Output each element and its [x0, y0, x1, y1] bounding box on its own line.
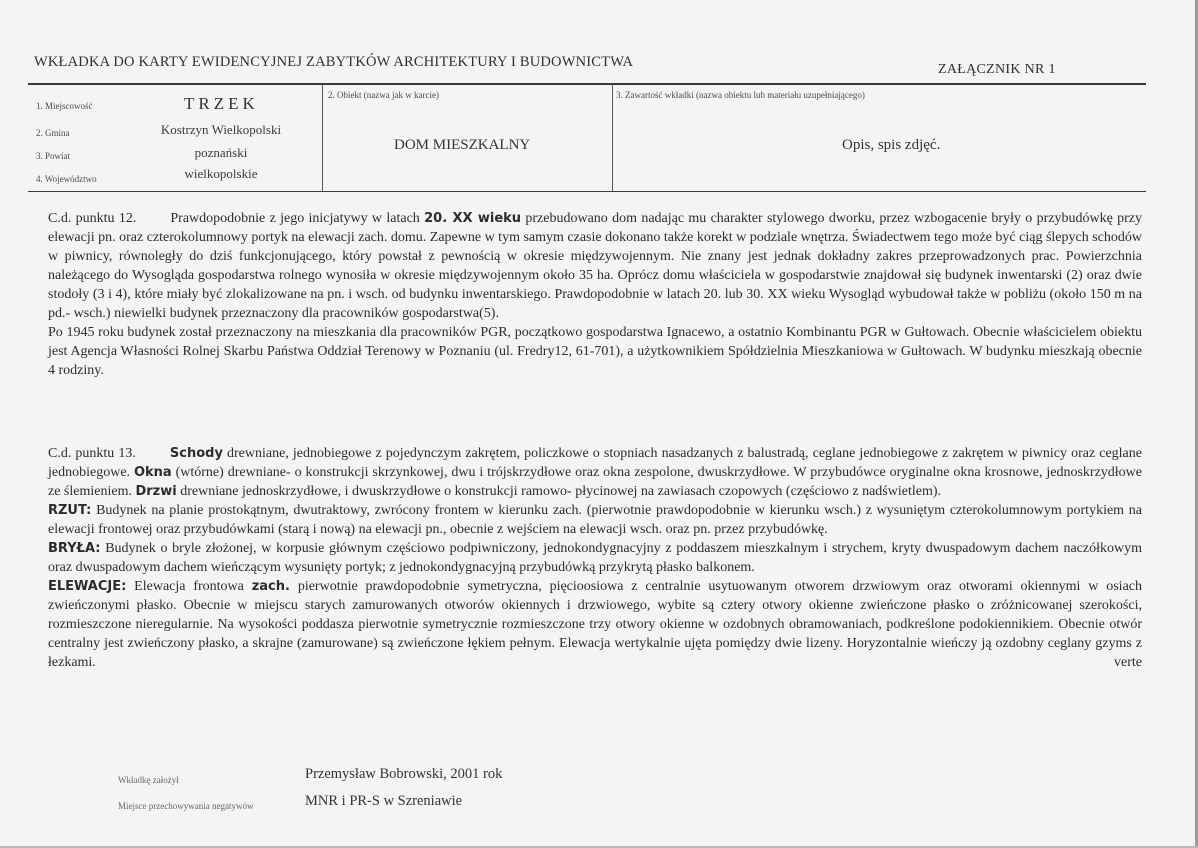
storage-value: MNR i PR-S w Szreniawie	[305, 793, 463, 809]
voivodeship-label: 4. Województwo	[36, 174, 97, 184]
heading-schody: Schody	[169, 446, 223, 461]
object-value: DOM MIESZKALNY	[394, 137, 531, 153]
table-bottom-rule	[28, 191, 1146, 192]
section-12-text-2: przebudowano dom nadając mu charakter stylowego dworku, przez wzbogacenie bryły o przybudówkę przy elewacji pn. oraz czterokolumnowy portyk na elewacji zach. domu. Zapewne w tym samym czasie dokonano także korekt w podziale wnętrza. Świadectwem tego może być ciąg ślepych schodów w piwnicy, równoległy do dziś funkcjonującego, który powstał z pewnością w okresie międzywojennym. Nie znany jest jednak dokładny zakres przeprowadzonych prac. Powierzchnia należącego do Wysogląda gospodarstwa rolnego wynosiła w okresie międzywojennym około 35 ha. Oprócz domu właściciela w gospodarstwie znajdował się budynek inwentarski (2) oraz dwie stodoły (3 i 4), które miały być zlokalizowane na pn. i wsch. od budynku inwentarskiego. Prawdopodobnie w latach 20. lub 30. XX wieku Wysogląd wybudował także w pobliżu (około 150 m na pd.- wsch.) niewielki budynek przeznaczony dla pracowników gospodarstwa(5).	[48, 211, 1143, 321]
text-schody: drewniane, jednobiegowe z pojedynczym zakrętem, policzkowe o stopniach nasadzanych z balustradą, ceglane jednobiegowe z zakrętem w piwnicy oraz ceglane jednobiegowe.	[48, 446, 1142, 480]
section-13-paragraph-elewacje	[48, 577, 1142, 672]
content-label: 3. Zawartość wkładki (nazwa obiektu lub materiału uzupełniającego)	[616, 90, 865, 100]
section-13-text	[48, 444, 1142, 672]
locality-value: TRZEK	[184, 94, 259, 113]
heading-drzwi: Drzwi	[135, 484, 177, 499]
commune-value: Kostrzyn Wielkopolski	[160, 122, 282, 137]
heading-okna: Okna	[133, 465, 172, 480]
section-12-text	[48, 209, 1142, 380]
section-12-paragraph-1	[48, 209, 1142, 323]
section-13-paragraph-1	[48, 444, 1142, 501]
section-12-bold-date: 20. XX wieku	[424, 211, 522, 226]
heading-bryla: BRYŁA:	[48, 541, 101, 556]
section-13-paragraph-rzut	[48, 501, 1142, 539]
column-divider-2	[612, 85, 613, 191]
heading-rzut: RZUT:	[48, 503, 92, 518]
section-12-paragraph-2: Po 1945 roku budynek został przeznaczony na mieszkania dla pracowników PGR, początkowo gospodarstwa Ignacewo, a ostatnio Kombinantu PGR w Gułtowach. Obecnie właścicielem obiektu jest Agencja Własności Rolnej Skarbu Państwa Oddział Terenowy w Poznaniu (ul. Fredry12, 61-701), a użytkownikiem Spółdzielnia Mieszkaniowa w Gułtowach. W budynku mieszkają obecnie 4 rodziny.	[48, 325, 1142, 378]
annex-number: ZAŁĄCZNIK NR 1	[938, 62, 1056, 77]
text-elewacje-1: Elewacja frontowa	[126, 579, 252, 594]
section-12-lead: C.d. punktu 12.	[48, 211, 137, 226]
county-value: poznański	[194, 145, 248, 160]
locality-label: 1. Miejscowość	[36, 101, 93, 111]
voivodeship-value: wielkopolskie	[184, 166, 258, 181]
document-title: WKŁADKA DO KARTY EWIDENCYJNEJ ZABYTKÓW ARCHITEKTURY I BUDOWNICTWA	[34, 54, 634, 70]
text-rzut: Budynek na planie prostokątnym, dwutraktowy, zwrócony frontem w kierunku zach. (pierwotnie prawdopodobnie w kierunku wsch.) z wysuniętym czterokolumnowym portykiem na elewacji frontowej oraz przybudówkami (starą i nową) na elewacji pn., obecnie z wejściem na elewacji wsch. oraz pn. przez przybudówkę.	[48, 503, 1142, 537]
table-top-rule	[28, 83, 1146, 85]
commune-label: 2. Gmina	[36, 128, 70, 138]
heading-elewacje: ELEWACJE:	[48, 579, 127, 594]
section-12-text-1: Prawdopodobnie z jego inicjatywy w latach	[170, 211, 425, 226]
section-13-lead: C.d. punktu 13.	[48, 446, 136, 461]
text-bryla: Budynek o bryle złożonej, w korpusie głównym częściowo podpiwniczony, jednokondygnacyjny z poddaszem mieszkalnym i strychem, kryty dwuspadowym dachem naczółkowym oraz dwuspadowym dachem wieńczącym wysunięty portyk; z jednokondygnacyjną przybudówką przykrytą płasko balkonem.	[48, 541, 1142, 575]
verte-note: verte	[1114, 655, 1142, 670]
author-label: Wkładkę założył	[118, 775, 179, 785]
text-drzwi: drewniane jednoskrzydłowe, i dwuskrzydłowe o konstrukcji ramowo- płycinowej na zawiasach czopowych (częściowo z nadświetlem).	[176, 484, 942, 499]
text-elewacje-2: pierwotnie prawdopodobnie symetryczna, pięcioosiowa z centralnie usytuowanym otworem drzwiowym oraz otworami okiennymi w osiach zwieńczonymi płasko. Obecnie w miejscu starych zamurowanych otworów okiennych i drzwiowego, wybite są cztery otwory okienne zwieńczone płasko o zróżnicowanej szerokości, rozmieszczone nieregularnie. Na wysokości poddasza pierwotnie symetrycznie rozmieszczone trzy otwory okienne w ozdobnych obramowaniach, podkreślone podokiennikiem. Obecnie otwór centralny jest zwieńczony płasko, a skrajne (zamurowane) są zwieńczone łękiem pełnym. Elewacja wertykalnie ujęta pomiędzy dwie lizeny. Horyzontalnie wieńczy ją ozdobny ceglany gzyms z łezkami.	[48, 579, 1143, 670]
content-value: Opis, spis zdjęć.	[842, 137, 941, 153]
storage-label: Miejsce przechowywania negatywów	[118, 801, 254, 811]
object-label: 2. Obiekt (nazwa jak w karcie)	[328, 90, 439, 100]
column-divider-1	[322, 85, 323, 191]
county-label: 3. Powiat	[36, 151, 71, 161]
text-okna: (wtórne) drewniane- o konstrukcji skrzynkowej, dwu i trójskrzydłowe oraz okna zespolone, dwuskrzydłowe. W przybudówce oryginalne okna krosnowe, jednoskrzydłowe ze ślemieniem.	[48, 465, 1143, 499]
author-value: Przemysław Bobrowski, 2001 rok	[305, 766, 503, 782]
bold-zach: zach.	[251, 579, 290, 594]
section-13-paragraph-bryla	[48, 539, 1142, 577]
